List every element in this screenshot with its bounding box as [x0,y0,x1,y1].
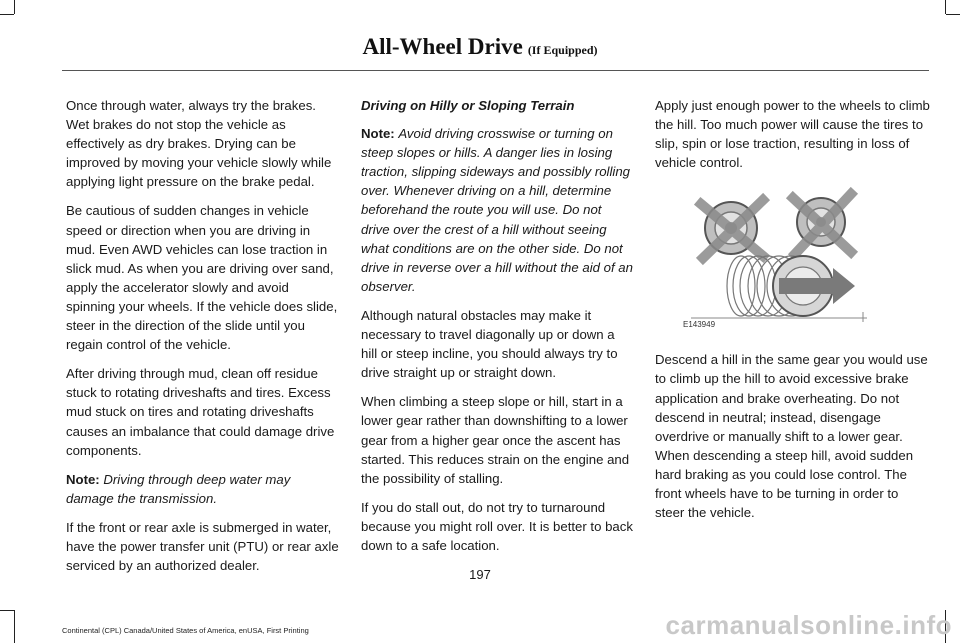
note [66,470,339,508]
paragraph: If you do stall out, do not try to turnaround because you might roll over. It is better to back down to a safe location. [361,499,633,553]
paragraph: Although natural obstacles may make it necessary to travel diagonally up or down a hill or steep incline, you should always try to drive straight up or straight down. [361,307,618,381]
crop-mark [14,610,15,643]
wheels-diagram-icon [683,184,873,334]
column-1 [66,96,339,585]
column-2 [361,96,633,565]
watermark: carmanualsonline.info [665,610,952,640]
note-label: Note: [361,126,395,142]
note-text: Avoid driving crosswise or turning on steep slopes or hills. A danger lies in losing traction, slipping sideways and possibly rolling over. Whenever driving on a hill, determine beforehand the route you will use. Do not drive over the crest of a hill without seeing what conditions are on the other side. Do not drive in reverse over a hill without the aid of an observer. [361,126,633,294]
page-number: 197 [469,567,491,582]
paragraph: Apply just enough power to the wheels to climb the hill. Too much power will cause the tires to slip, spin or lose traction, resulting in loss of vehicle control. [655,98,930,171]
paragraph: When climbing a steep slope or hill, start in a lower gear rather than downshifting to a lower gear from a higher gear once the ascent has started. This reduces strain on the engine and the possibility of stalling. [361,394,630,486]
page-header [0,34,960,60]
column-3 [655,96,930,532]
paragraph: After driving through mud, clean off residue stuck to rotating driveshafts and tires. Excess mud stuck on tires and rotating driveshafts causes an imbalance that could damage drive components. [66,366,335,458]
paragraph: Be cautious of sudden changes in vehicle speed or direction when you are driving in mud. Even AWD vehicles can lose traction in slick mud. As when you are driving over sand, apply the accelerator slowly and avoid spinning your wheels. If the vehicle does slide, steer in the direction of the slide until you regain control of the vehicle. [66,203,338,353]
header-rule [62,70,929,71]
crop-mark [945,0,946,14]
spinning-wheel-left-icon [701,200,763,258]
crop-mark [0,14,14,15]
wheel-slip-illustration [683,184,873,334]
page-subtitle: (If Equipped) [527,43,598,57]
note [361,124,633,296]
paragraph: If the front or rear axle is submerged in water, have the power transfer unit (PTU) or rear axle serviced by an authorized dealer. [66,519,339,574]
page-title: All-Wheel Drive [362,34,523,59]
note-label: Note: [66,471,100,487]
crop-mark [14,0,15,14]
spinning-wheel-right-icon [793,194,851,254]
note-text: Driving through deep water may damage the transmission. [66,471,291,506]
footer-text: Continental (CPL) Canada/United States of America, enUSA, First Printing [62,626,309,635]
paragraph: Once through water, always try the brakes. Wet brakes do not stop the vehicle as effectively as dry brakes. Drying can be improved by moving your vehicle slowly while applying light pressure on the brake pedal. [66,98,332,190]
section-heading: Driving on Hilly or Sloping Terrain [361,98,575,113]
figure-code: E143949 [683,320,716,330]
paragraph: Descend a hill in the same gear you would use to climb up the hill to avoid excessive brake application and brake overheating. Do not descend in neutral; instead, disengage overdrive or manually shift to a lower gear. When descending a steep hill, avoid sudden hard braking as you could lose control. The front wheels have to be turning in order to steer the vehicle. [655,352,928,521]
crop-mark [0,610,14,611]
crop-mark [946,14,960,15]
